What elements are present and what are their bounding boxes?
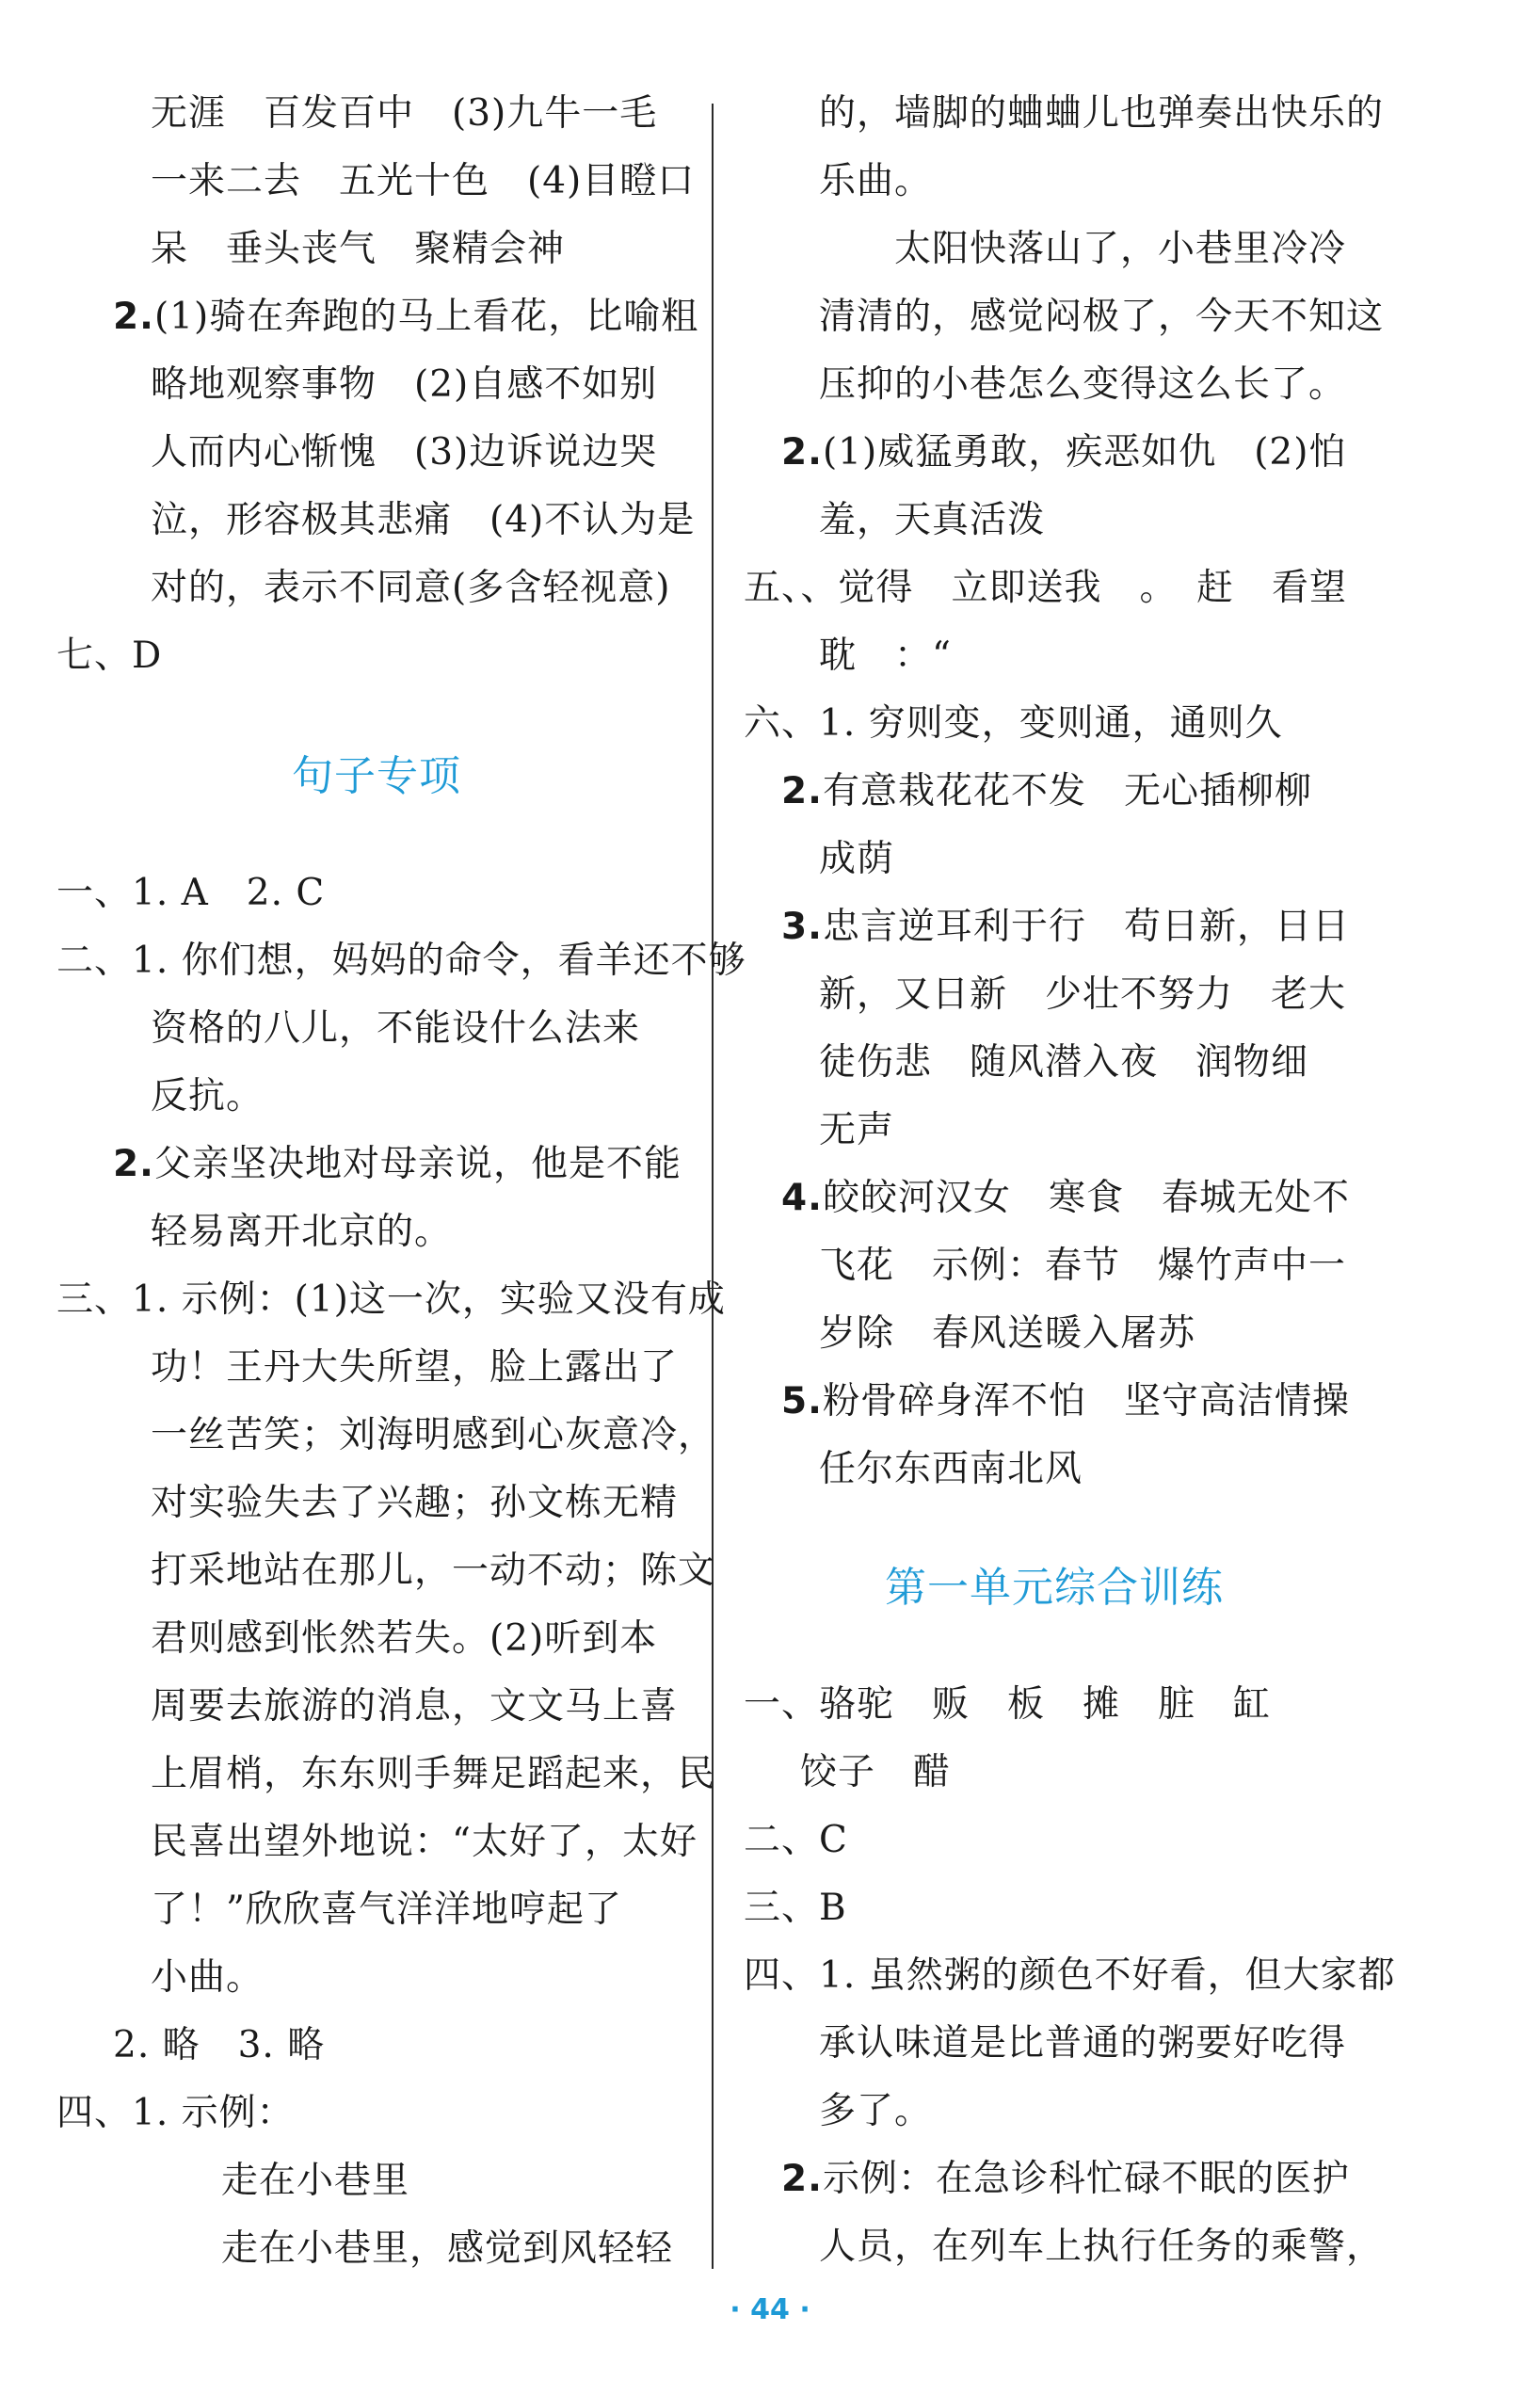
- poem-title: 走在小巷里: [221, 2160, 410, 2202]
- answer-line: 六、1. 穷则变，变则通，通则久: [744, 702, 1283, 745]
- page-number: · 44 ·: [730, 2293, 810, 2326]
- answer-line: [781, 2158, 1350, 2201]
- answer-text: (1)骑在奔跑的马上看花，比喻粗: [153, 296, 699, 338]
- answer-line: 成荫: [819, 838, 895, 880]
- answer-line: 新，又日新 少壮不努力 老大: [819, 973, 1347, 1016]
- answer-line: 呆 垂头丧气 聚精会神: [151, 228, 566, 270]
- answer-line: 饺子 醋: [800, 1751, 952, 1793]
- answer-line: 承认味道是比普通的粥要好吃得: [819, 2022, 1347, 2065]
- answer-line: 民喜出望外地说：“太好了，太好: [151, 1821, 698, 1863]
- answer-line: 飞花 示例：春节 爆竹声中一: [819, 1245, 1347, 1287]
- answer-line: 无涯 百发百中 (3)九牛一毛: [151, 92, 658, 135]
- answer-line: 一、1. A 2. C: [56, 872, 326, 914]
- answer-line: 打采地站在那儿，一动不动；陈文: [151, 1550, 716, 1592]
- answer-line: 一、骆驼 贩 板 摊 脏 缸: [744, 1683, 1272, 1726]
- answer-line: 走在小巷里，感觉到风轻轻: [221, 2227, 674, 2270]
- column-divider: [712, 104, 714, 2269]
- answer-line: 五、、觉得 立即送我 。 赶 看望: [744, 567, 1348, 609]
- answer-line: 泣，形容极其悲痛 (4)不认为是: [151, 499, 696, 541]
- answer-line: [781, 1177, 1350, 1220]
- answer-text: 粉骨碎身浑不怕 坚守高洁情操: [822, 1380, 1350, 1423]
- answer-line: 岁除 春风送暖入屠苏: [819, 1312, 1196, 1355]
- answer-line: 任尔东西南北风: [819, 1448, 1083, 1490]
- answer-line: 功！王丹大失所望，脸上露出了: [151, 1346, 679, 1389]
- answer-line: 三、B: [744, 1887, 847, 1929]
- answer-line: 四、1. 虽然粥的颜色不好看，但大家都: [744, 1954, 1396, 1997]
- answer-line: 七、D: [56, 635, 163, 677]
- answer-line: [781, 906, 1350, 949]
- answer-line: 资格的八儿，不能设什么法来: [151, 1007, 641, 1050]
- answer-line: 太阳快落山了，小巷里冷冷: [894, 228, 1347, 270]
- answer-line: 人而内心惭愧 (3)边诉说边哭: [151, 431, 658, 474]
- answer-line: 二、C: [744, 1819, 848, 1861]
- answer-line: 小曲。: [151, 1956, 265, 1999]
- answer-line: 一来二去 五光十色 (4)目瞪口: [151, 160, 696, 202]
- answer-line: [781, 431, 1346, 474]
- answer-line: 的，墙脚的蛐蛐儿也弹奏出快乐的: [819, 92, 1385, 135]
- answer-line: 君则感到怅然若失。(2)听到本: [151, 1617, 658, 1660]
- answer-line: 2. 略 3. 略: [113, 2024, 326, 2066]
- answer-line: 耽 ：“: [819, 635, 952, 677]
- answer-line: 上眉梢，东东则手舞足蹈起来，民: [151, 1753, 716, 1795]
- answer-line: 徒伤悲 随风潜入夜 润物细: [819, 1041, 1309, 1084]
- item-number: 3.: [781, 906, 823, 948]
- answer-text: 皎皎河汉女 寒食 春城无处不: [822, 1177, 1350, 1219]
- item-number: 5.: [781, 1380, 823, 1423]
- answer-text: 示例：在急诊科忙碌不眠的医护: [822, 2158, 1350, 2200]
- item-number: 2.: [113, 296, 154, 338]
- section-heading: 句子专项: [292, 752, 461, 800]
- item-number: 2.: [781, 431, 823, 474]
- answer-line: 四、1. 示例：: [56, 2092, 295, 2134]
- answer-line: 多了。: [819, 2090, 933, 2132]
- answer-line: 一丝苦笑；刘海明感到心灰意冷，: [151, 1414, 716, 1456]
- answer-line: 反抗。: [151, 1075, 265, 1117]
- answer-text: 有意栽花花不发 无心插柳柳: [822, 770, 1312, 812]
- answer-text: 父亲坚决地对母亲说，他是不能: [153, 1143, 682, 1185]
- answer-line: 对实验失去了兴趣；孙文栋无精: [151, 1482, 679, 1524]
- answer-line: 对的，表示不同意(多含轻视意): [151, 567, 671, 609]
- answer-text: 忠言逆耳利于行 苟日新，日日: [822, 906, 1350, 948]
- answer-line: [113, 1143, 682, 1186]
- answer-line: 人员，在列车上执行任务的乘警，: [819, 2226, 1385, 2268]
- answer-text: (1)威猛勇敢，疾恶如仇 (2)怕: [822, 431, 1347, 474]
- answer-line: 了！”欣欣喜气洋洋地哼起了: [151, 1889, 622, 1931]
- answer-line: [781, 1380, 1350, 1423]
- answer-line: 清清的，感觉闷极了，今天不知这: [819, 296, 1385, 338]
- answer-line: [113, 296, 698, 339]
- answer-line: 略地观察事物 (2)自感不如别: [151, 363, 658, 406]
- item-number: 2.: [781, 770, 823, 812]
- item-number: 2.: [781, 2158, 823, 2200]
- answer-line: 羞，天真活泼: [819, 499, 1046, 541]
- item-number: 4.: [781, 1177, 823, 1219]
- answer-line: 三、1. 示例：(1)这一次，实验又没有成: [56, 1278, 726, 1321]
- section-heading: 第一单元综合训练: [885, 1564, 1224, 1612]
- answer-line: 无声: [819, 1109, 895, 1151]
- answer-line: 轻易离开北京的。: [151, 1211, 453, 1253]
- answer-line: 乐曲。: [819, 160, 933, 202]
- answer-line: [781, 770, 1312, 813]
- answer-line: 压抑的小巷怎么变得这么长了。: [819, 363, 1347, 406]
- answer-line: 周要去旅游的消息，文文马上喜: [151, 1685, 679, 1728]
- answer-line: 二、1. 你们想，妈妈的命令，看羊还不够: [56, 940, 746, 982]
- item-number: 2.: [113, 1143, 154, 1185]
